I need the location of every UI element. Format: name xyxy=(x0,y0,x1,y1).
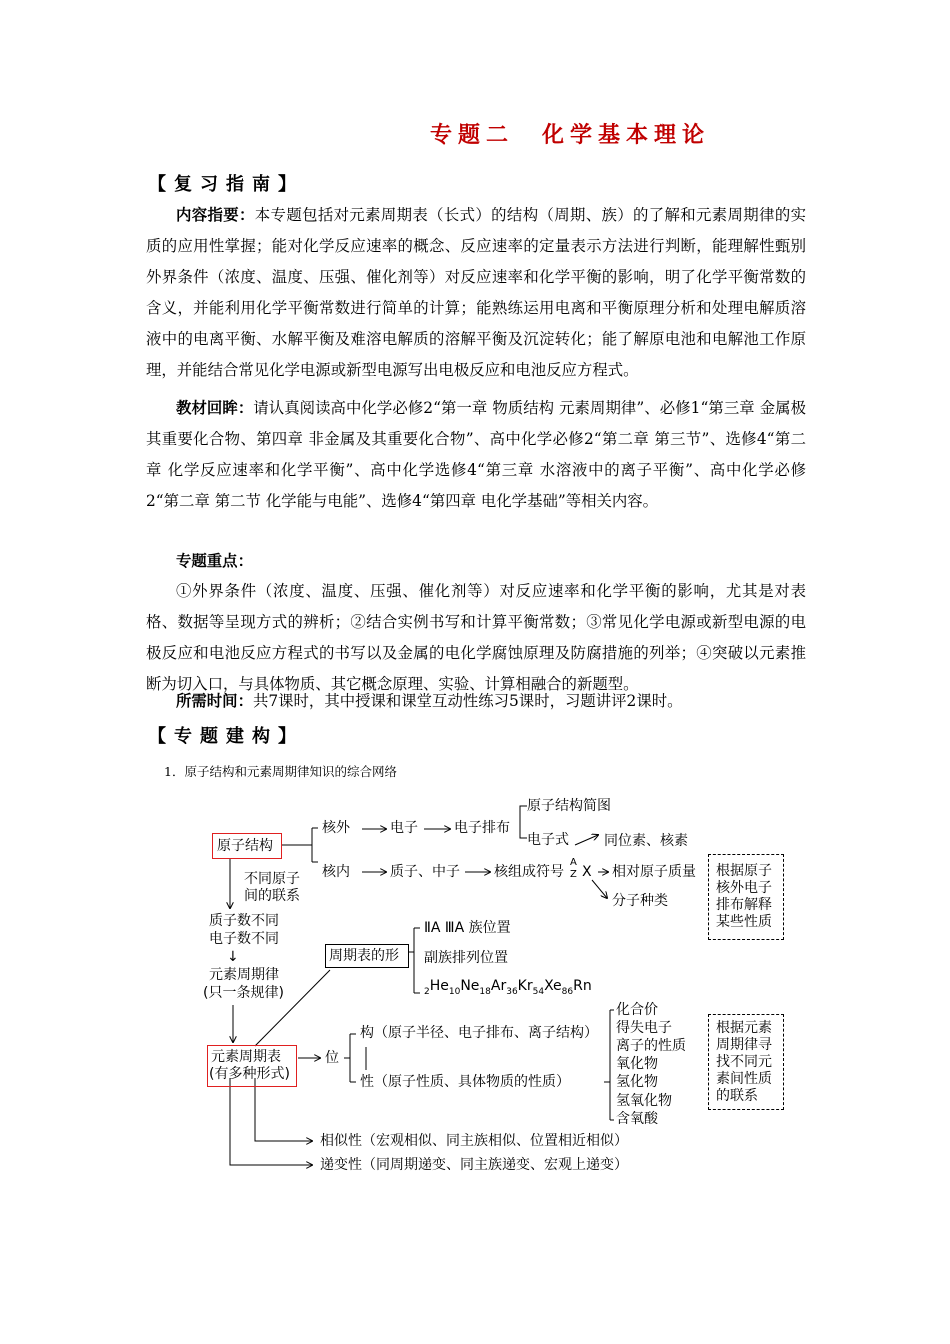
isotope-label: 同位素、核素 xyxy=(604,833,688,849)
noble-gas-ne: $_{10}$Ne xyxy=(448,978,480,997)
diff-atoms-line1: 不同原子 xyxy=(244,871,300,887)
prop-oxide: 氧化物 xyxy=(616,1056,658,1072)
electron-label: 电子 xyxy=(390,820,418,836)
period-table-form-label: 周期表的形 xyxy=(329,948,399,964)
periodic-table-line1: 元素周期表 xyxy=(211,1049,281,1065)
time-text: 共7课时，其中授课和课堂互动性练习5课时，习题讲评2课时。 xyxy=(252,692,683,710)
prop-electron-gain-loss: 得失电子 xyxy=(616,1020,672,1036)
gradation-label: 递变性（同周期递变、同主族递变、宏观上递变） xyxy=(320,1157,628,1173)
diff-proton-line2: 电子数不同 xyxy=(209,931,279,947)
noble-gas-series xyxy=(424,978,592,1001)
textbook-label: 教材回眸： xyxy=(176,399,254,417)
diagram-subtitle: 1．原子结构和元素周期律知识的综合网络 xyxy=(164,764,397,779)
position-label: 位 xyxy=(325,1050,339,1066)
prop-ion-property: 离子的性质 xyxy=(616,1038,686,1054)
focus-paragraph: ①外界条件（浓度、温度、压强、催化剂等）对反应速率和化学平衡的影响，尤其是对表格、数据等呈现方式的辨析；②结合实例书写和计算平衡常数；③常见化学电源或新型电源的电极反应和电池反应方程式的书写以及金属的电化学腐蚀原理及防腐措施的列举；④突破以元素推断为切入口，与具体物质、其它概念原理、实验、计算相融合的新题型。 xyxy=(146,582,806,693)
subgroup-position-label: 副族排列位置 xyxy=(424,950,508,966)
diff-atoms-line2: 间的联系 xyxy=(244,888,300,904)
noble-gas-rn: $_{86}$Rn xyxy=(561,978,592,997)
prop-hydroxide: 氢氧化物 xyxy=(616,1093,672,1109)
nuclide-atomic-number: Z xyxy=(570,869,577,880)
noble-gas-he: $_2$He xyxy=(424,978,449,997)
title-part1: 专题二 xyxy=(430,122,515,148)
molecule-types-label: 分子种类 xyxy=(612,893,668,909)
atom-diagram-label: 原子结构简图 xyxy=(527,798,611,814)
content-text: 本专题包括对元素周期表（长式）的结构（周期、族）的了解和元素周期律的实质的应用性掌握；能对化学反应速率的概念、反应速率的定量表示方法进行判断，能理解性甄别外界条件（浓度、温度、压强、催化剂等）对反应速率和化学平衡的影响，明了化学平衡常数的含义，并能利用化学平衡常数进行简单的计算；能熟练运用电离和平衡原理分析和处理电解质溶液中的电离平衡、水解平衡及难溶电解质的溶解平衡及沉淀转化；能了解原电池和电解池工作原理，并能结合常见化学电源或新型电源写出电极反应和电池反应方程式。 xyxy=(146,206,806,379)
noble-gas-kr: $_{36}$Kr xyxy=(506,978,533,997)
note-1-text: 根据原子核外电子排布解释某些性质 xyxy=(716,863,772,930)
atom-structure-label: 原子结构 xyxy=(217,838,273,854)
prop-hydride: 氢化物 xyxy=(616,1074,658,1090)
electron-formula-label: 电子式 xyxy=(527,832,569,848)
focus-label: 专题重点： xyxy=(176,552,253,570)
property-label: 性（原子性质、具体物质的性质） xyxy=(360,1074,570,1090)
diff-proton-line1: 质子数不同 xyxy=(209,913,279,929)
group-position-label: ⅡA ⅢA 族位置 xyxy=(424,920,511,936)
textbook-text: 请认真阅读高中化学必修2“第一章 物质结构 元素周期律”、必修1“第三章 金属极其重要化合物、第四章 非金属及其重要化合物”、高中化学必修2“第二章 第三节”、选修4“第二章 化学反应速率和化学平衡”、高中化学选修4“第三章 水溶液中的离子平衡”、高中化学必修2“第二章 第二节 化学能与电能”、选修4“第四章 电化学基础”等相关内容。 xyxy=(146,399,806,510)
nucleus-label: 核内 xyxy=(322,864,350,880)
down-arrow: ↓ xyxy=(227,949,239,965)
nuclide-symbol-label: 核组成符号 xyxy=(494,864,564,880)
prop-oxyacid: 含氧酸 xyxy=(616,1111,658,1127)
noble-gas-xe: $_{54}$Xe xyxy=(532,978,562,997)
period-law-label: 元素周期律 xyxy=(209,967,279,983)
title-part2: 化学基本理论 xyxy=(542,122,711,148)
similarity-label: 相似性（宏观相似、同主族相似、位置相近相似） xyxy=(320,1133,628,1149)
periodic-table-line2: (有多种形式) xyxy=(209,1066,290,1082)
noble-gas-ar: $_{18}$Ar xyxy=(479,978,507,997)
content-label: 内容指要： xyxy=(176,206,255,224)
nuclide-mass-number: A xyxy=(570,857,577,868)
time-label: 所需时间： xyxy=(176,692,253,710)
electron-config-label: 电子排布 xyxy=(454,820,510,836)
relative-mass-label: 相对原子质量 xyxy=(612,864,696,880)
section-review-heading: 【复习指南】 xyxy=(148,174,304,195)
section-structure-heading: 【专题建构】 xyxy=(148,726,304,747)
prop-valence: 化合价 xyxy=(616,1002,658,1018)
one-law-label: (只一条规律) xyxy=(203,985,284,1001)
structure-label: 构（原子半径、电子排布、离子结构） xyxy=(360,1025,598,1041)
note-2-text: 根据元素周期律寻找不同元素间性质的联系 xyxy=(716,1020,772,1104)
nuclide-element-symbol: X xyxy=(582,864,592,880)
outer-label: 核外 xyxy=(322,820,350,836)
proton-neutron-label: 质子、中子 xyxy=(390,864,460,880)
